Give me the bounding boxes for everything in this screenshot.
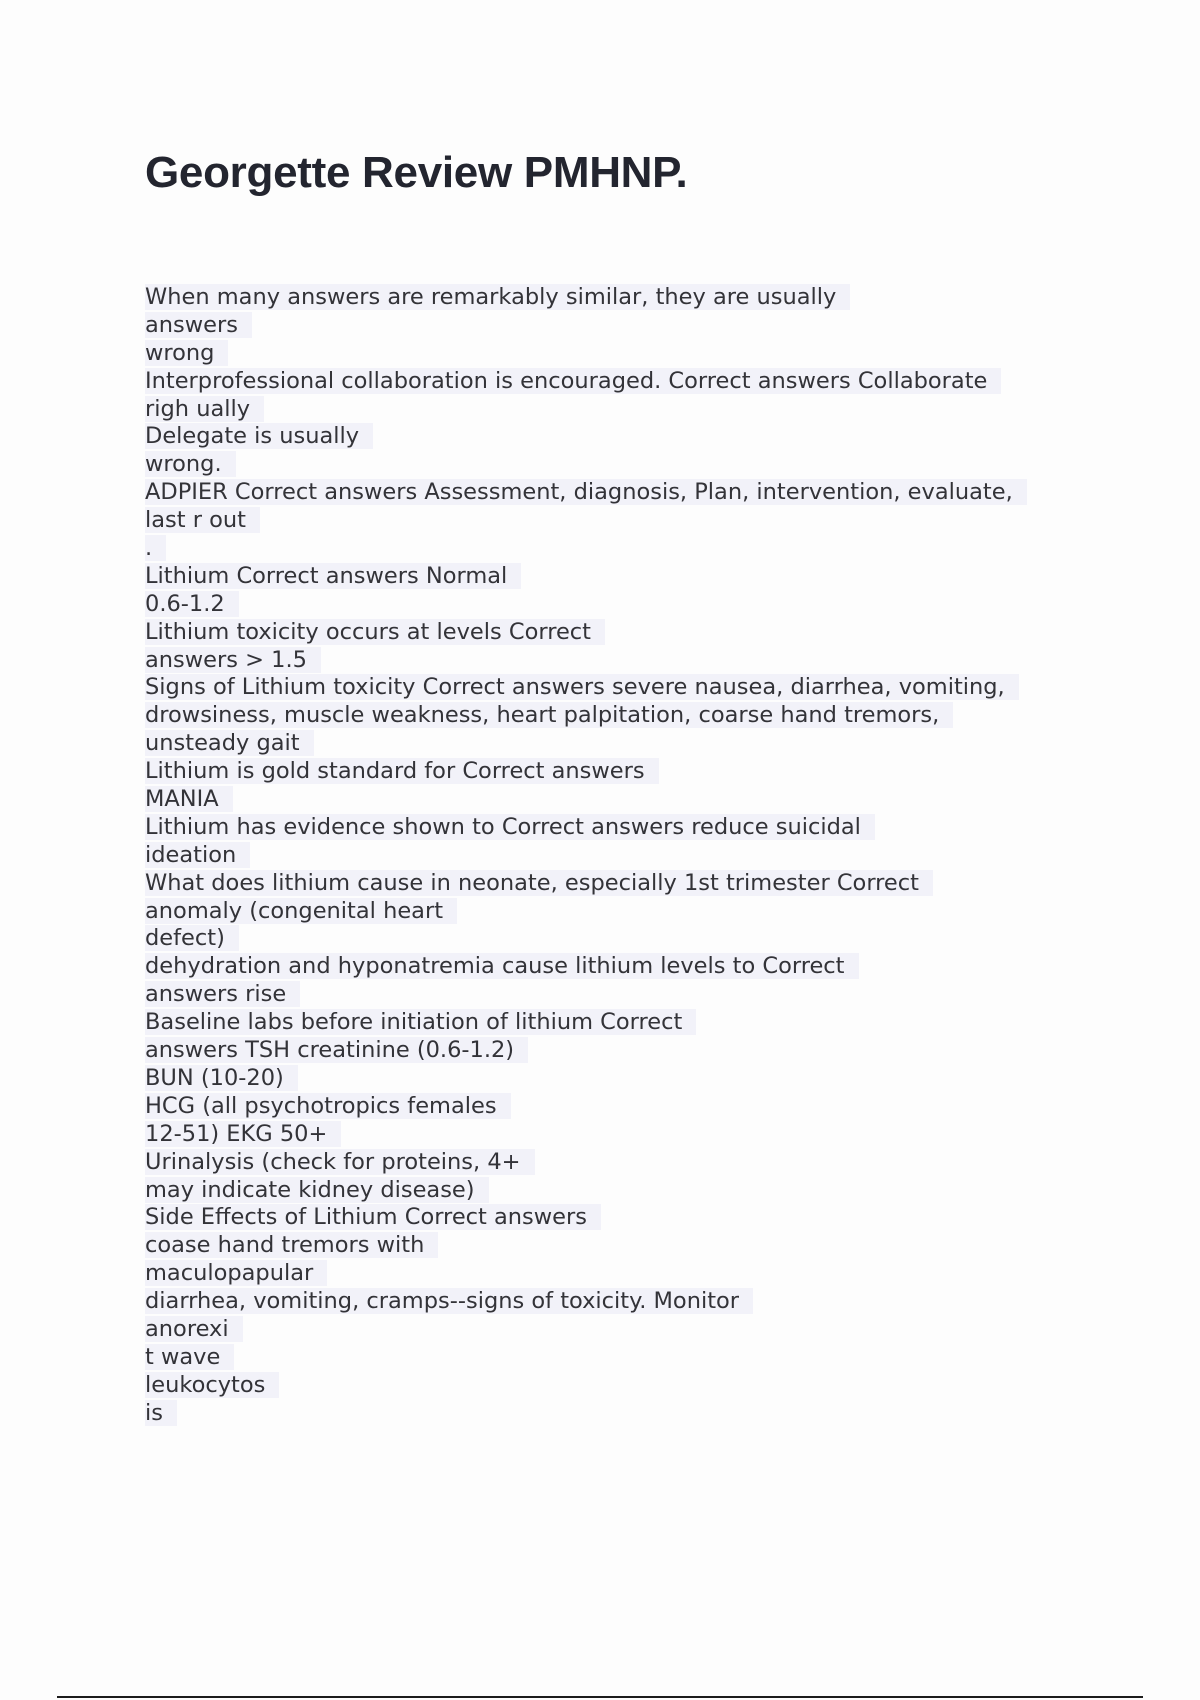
body-line-text: Side Effects of Lithium Correct answers <box>145 1204 601 1230</box>
body-line-text: wrong <box>145 340 228 366</box>
body-line <box>145 1372 1105 1400</box>
body-line-text: drowsiness, muscle weakness, heart palpitation, coarse hand tremors, <box>145 702 953 728</box>
body-line-text: Lithium Correct answers Normal <box>145 563 521 589</box>
body-line <box>145 814 1105 842</box>
body-line <box>145 591 1105 619</box>
body-line-text: anomaly (congenital heart <box>145 898 457 924</box>
body-line <box>145 1400 1105 1428</box>
body-line <box>145 1177 1105 1205</box>
document-body <box>145 284 1105 1428</box>
body-line <box>145 1121 1105 1149</box>
body-line <box>145 284 1105 312</box>
body-line-text: answers > 1.5 <box>145 647 321 673</box>
body-line <box>145 396 1105 424</box>
body-line-text: dehydration and hyponatremia cause lithium levels to Correct <box>145 953 859 979</box>
body-line-text: MANIA <box>145 786 233 812</box>
body-line <box>145 870 1105 898</box>
body-line-text: . <box>145 535 166 561</box>
body-line <box>145 1009 1105 1037</box>
body-line <box>145 786 1105 814</box>
body-line-text: Baseline labs before initiation of lithium Correct <box>145 1009 696 1035</box>
body-line-text: diarrhea, vomiting, cramps--signs of toxicity. Monitor <box>145 1288 753 1314</box>
body-line <box>145 563 1105 591</box>
body-line-text: maculopapular <box>145 1260 327 1286</box>
body-line <box>145 953 1105 981</box>
body-line <box>145 312 1105 340</box>
body-line <box>145 1204 1105 1232</box>
body-line-text: 0.6-1.2 <box>145 591 239 617</box>
body-line <box>145 1065 1105 1093</box>
body-line-text: is <box>145 1400 177 1426</box>
body-line <box>145 1260 1105 1288</box>
body-line <box>145 1093 1105 1121</box>
body-line-text: answers rise <box>145 981 300 1007</box>
body-line <box>145 368 1105 396</box>
body-line <box>145 507 1105 535</box>
body-line-text: ideation <box>145 842 250 868</box>
body-line-text: Lithium is gold standard for Correct answers <box>145 758 659 784</box>
body-line <box>145 423 1105 451</box>
body-line <box>145 1149 1105 1177</box>
body-line <box>145 535 1105 563</box>
body-line-text: BUN (10-20) <box>145 1065 298 1091</box>
body-line <box>145 1288 1105 1316</box>
body-line <box>145 1037 1105 1065</box>
body-line <box>145 842 1105 870</box>
body-line-text: leukocytos <box>145 1372 279 1398</box>
body-line <box>145 479 1105 507</box>
body-line-text: What does lithium cause in neonate, especially 1st trimester Correct <box>145 870 933 896</box>
body-line-text: righ ually <box>145 396 264 422</box>
footer-divider <box>57 1696 1143 1698</box>
body-line-text: Lithium has evidence shown to Correct answers reduce suicidal <box>145 814 875 840</box>
body-line-text: t wave <box>145 1344 234 1370</box>
body-line <box>145 758 1105 786</box>
body-line-text: coase hand tremors with <box>145 1232 438 1258</box>
body-line-text: last r out <box>145 507 260 533</box>
body-line-text: answers TSH creatinine (0.6-1.2) <box>145 1037 528 1063</box>
body-line-text: unsteady gait <box>145 730 314 756</box>
body-line-text: answers <box>145 312 252 338</box>
body-line <box>145 898 1105 926</box>
body-line <box>145 451 1105 479</box>
body-line-text: HCG (all psychotropics females <box>145 1093 511 1119</box>
body-line <box>145 619 1105 647</box>
body-line-text: 12-51) EKG 50+ <box>145 1121 341 1147</box>
body-line-text: Urinalysis (check for proteins, 4+ <box>145 1149 535 1175</box>
body-line <box>145 647 1105 675</box>
body-line-text: Delegate is usually <box>145 423 373 449</box>
body-line <box>145 340 1105 368</box>
body-line-text: When many answers are remarkably similar, they are usually <box>145 284 850 310</box>
body-line-text: defect) <box>145 925 239 951</box>
body-line-text: wrong. <box>145 451 236 477</box>
body-line <box>145 702 1105 730</box>
body-line <box>145 674 1105 702</box>
body-line-text: Interprofessional collaboration is encouraged. Correct answers Collaborate <box>145 368 1001 394</box>
body-line <box>145 1316 1105 1344</box>
body-line <box>145 925 1105 953</box>
body-line <box>145 730 1105 758</box>
body-line-text: ADPIER Correct answers Assessment, diagnosis, Plan, intervention, evaluate, <box>145 479 1027 505</box>
page-title: Georgette Review PMHNP. <box>145 148 688 197</box>
body-line <box>145 1232 1105 1260</box>
body-line-text: Signs of Lithium toxicity Correct answers severe nausea, diarrhea, vomiting, <box>145 674 1019 700</box>
body-line-text: may indicate kidney disease) <box>145 1177 489 1203</box>
body-line <box>145 981 1105 1009</box>
body-line-text: anorexi <box>145 1316 243 1342</box>
body-line <box>145 1344 1105 1372</box>
body-line-text: Lithium toxicity occurs at levels Correct <box>145 619 605 645</box>
